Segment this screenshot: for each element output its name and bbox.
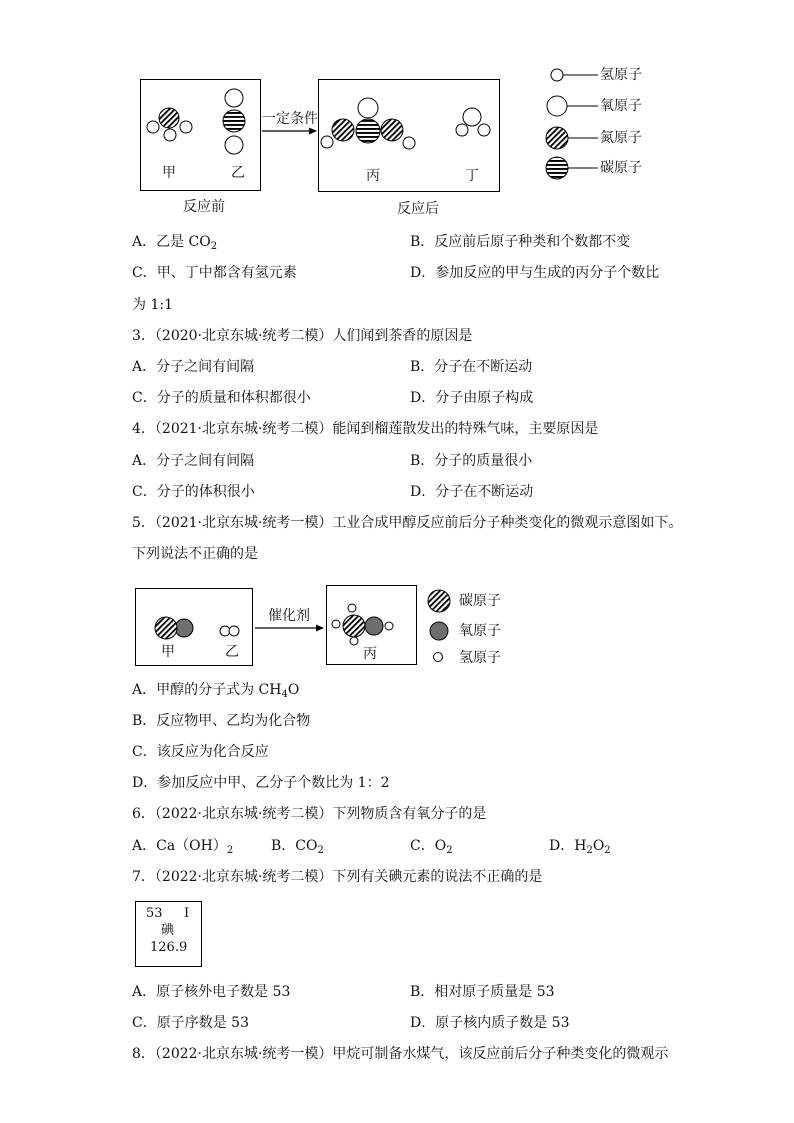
element-mass: 126.9 bbox=[150, 940, 188, 955]
q5-legend-oxygen: 氧原子 bbox=[459, 623, 501, 639]
q2-option-c[interactable]: C．甲、丁中都含有氢元素 bbox=[132, 265, 297, 281]
q4-option-c[interactable]: C．分子的体积很小 bbox=[132, 484, 255, 500]
q7-option-a[interactable]: A．原子核外电子数是 53 bbox=[132, 984, 291, 1000]
q8-stem: 8．（2022·北京东城·统考一模）甲烷可制备水煤气，该反应前后分子种类变化的微观示 bbox=[132, 1046, 669, 1062]
q3-option-a[interactable]: A．分子之间有间隔 bbox=[132, 359, 255, 375]
q5-catalyst-label: 催化剂 bbox=[268, 608, 310, 624]
legend-nitrogen: 氮原子 bbox=[600, 130, 642, 146]
q4-stem: 4．（2021·北京东城·统考二模）能闻到榴莲散发出的特殊气味，主要原因是 bbox=[132, 421, 599, 437]
q5-molecule-yi bbox=[220, 626, 239, 636]
q5-molecule-bing bbox=[332, 604, 393, 645]
q6-stem: 6．（2022·北京东城·统考二模）下列物质含有氧分子的是 bbox=[132, 806, 487, 822]
q4-option-a[interactable]: A．分子之间有间隔 bbox=[132, 453, 255, 469]
legend-hydrogen: 氢原子 bbox=[600, 67, 642, 83]
q5-stem-line1: 5．（2021·北京东城·统考一模）工业合成甲醇反应前后分子种类变化的微观示意图如下。 bbox=[132, 515, 683, 531]
q6-option-a[interactable]: A．$Ca(OH)_2$ bbox=[132, 838, 234, 856]
label-yi: 乙 bbox=[231, 165, 245, 181]
q2-option-d-continued: 为 1:1 bbox=[132, 297, 173, 313]
caption-before: 反应前 bbox=[183, 199, 225, 215]
q6-option-d[interactable]: D．$H_2O_2$ bbox=[549, 838, 611, 856]
q7-option-c[interactable]: C．原子序数是 53 bbox=[132, 1015, 249, 1031]
q5-label-jia: 甲 bbox=[161, 644, 175, 660]
element-name: 碘 bbox=[161, 923, 175, 938]
q7-stem: 7．（2022·北京东城·统考二模）下列有关碘元素的说法不正确的是 bbox=[132, 869, 543, 885]
q5-option-a[interactable]: A．甲醇的分子式为 $CH_4O$ bbox=[132, 682, 300, 700]
q5-option-c[interactable]: C．该反应为化合反应 bbox=[132, 744, 269, 760]
q3-option-b[interactable]: B．分子在不断运动 bbox=[410, 359, 533, 375]
q4-option-b[interactable]: B．分子的质量很小 bbox=[410, 453, 533, 469]
q6-option-c[interactable]: C．$O_2$ bbox=[410, 838, 453, 856]
element-number: 53 bbox=[146, 906, 163, 921]
q5-legend-hydrogen: 氢原子 bbox=[459, 650, 501, 666]
q5-legend-carbon: 碳原子 bbox=[459, 593, 501, 609]
q4-option-d[interactable]: D．分子在不断运动 bbox=[410, 484, 534, 500]
q7-option-b[interactable]: B．相对原子质量是 53 bbox=[410, 984, 555, 1000]
legend-carbon: 碳原子 bbox=[600, 160, 642, 176]
q3-stem: 3．（2020·北京东城·统考二模）人们闻到茶香的原因是 bbox=[132, 328, 473, 344]
label-jia: 甲 bbox=[162, 165, 176, 181]
q5-molecule-jia bbox=[155, 617, 193, 639]
q5-legend bbox=[428, 590, 450, 662]
q7-option-d[interactable]: D．原子核内质子数是 53 bbox=[410, 1015, 570, 1031]
q5-label-bing: 丙 bbox=[363, 646, 377, 662]
q5-option-d[interactable]: D．参加反应中甲、乙分子个数比为 1：2 bbox=[132, 775, 390, 791]
q6-option-b[interactable]: B．$CO_2$ bbox=[271, 838, 324, 856]
q2-option-b[interactable]: B．反应前后原子种类和个数都不变 bbox=[410, 234, 631, 250]
caption-after: 反应后 bbox=[397, 201, 439, 217]
q3-option-c[interactable]: C．分子的质量和体积都很小 bbox=[132, 390, 311, 406]
element-symbol: I bbox=[184, 906, 190, 921]
q5-label-yi: 乙 bbox=[225, 644, 239, 660]
q2-option-a[interactable]: A．乙是 $CO_2$ bbox=[132, 234, 218, 252]
q5-option-b[interactable]: B．反应物甲、乙均为化合物 bbox=[132, 713, 311, 729]
q3-option-d[interactable]: D．分子由原子构成 bbox=[410, 390, 534, 406]
q2-option-d[interactable]: D．参加反应的甲与生成的丙分子个数比 bbox=[410, 265, 660, 281]
label-bing: 丙 bbox=[366, 168, 380, 184]
legend-oxygen: 氧原子 bbox=[600, 98, 642, 114]
label-ding: 丁 bbox=[465, 168, 479, 184]
q5-stem-line2: 下列说法不正确的是 bbox=[132, 546, 258, 562]
condition-label: 一定条件 bbox=[262, 111, 318, 127]
